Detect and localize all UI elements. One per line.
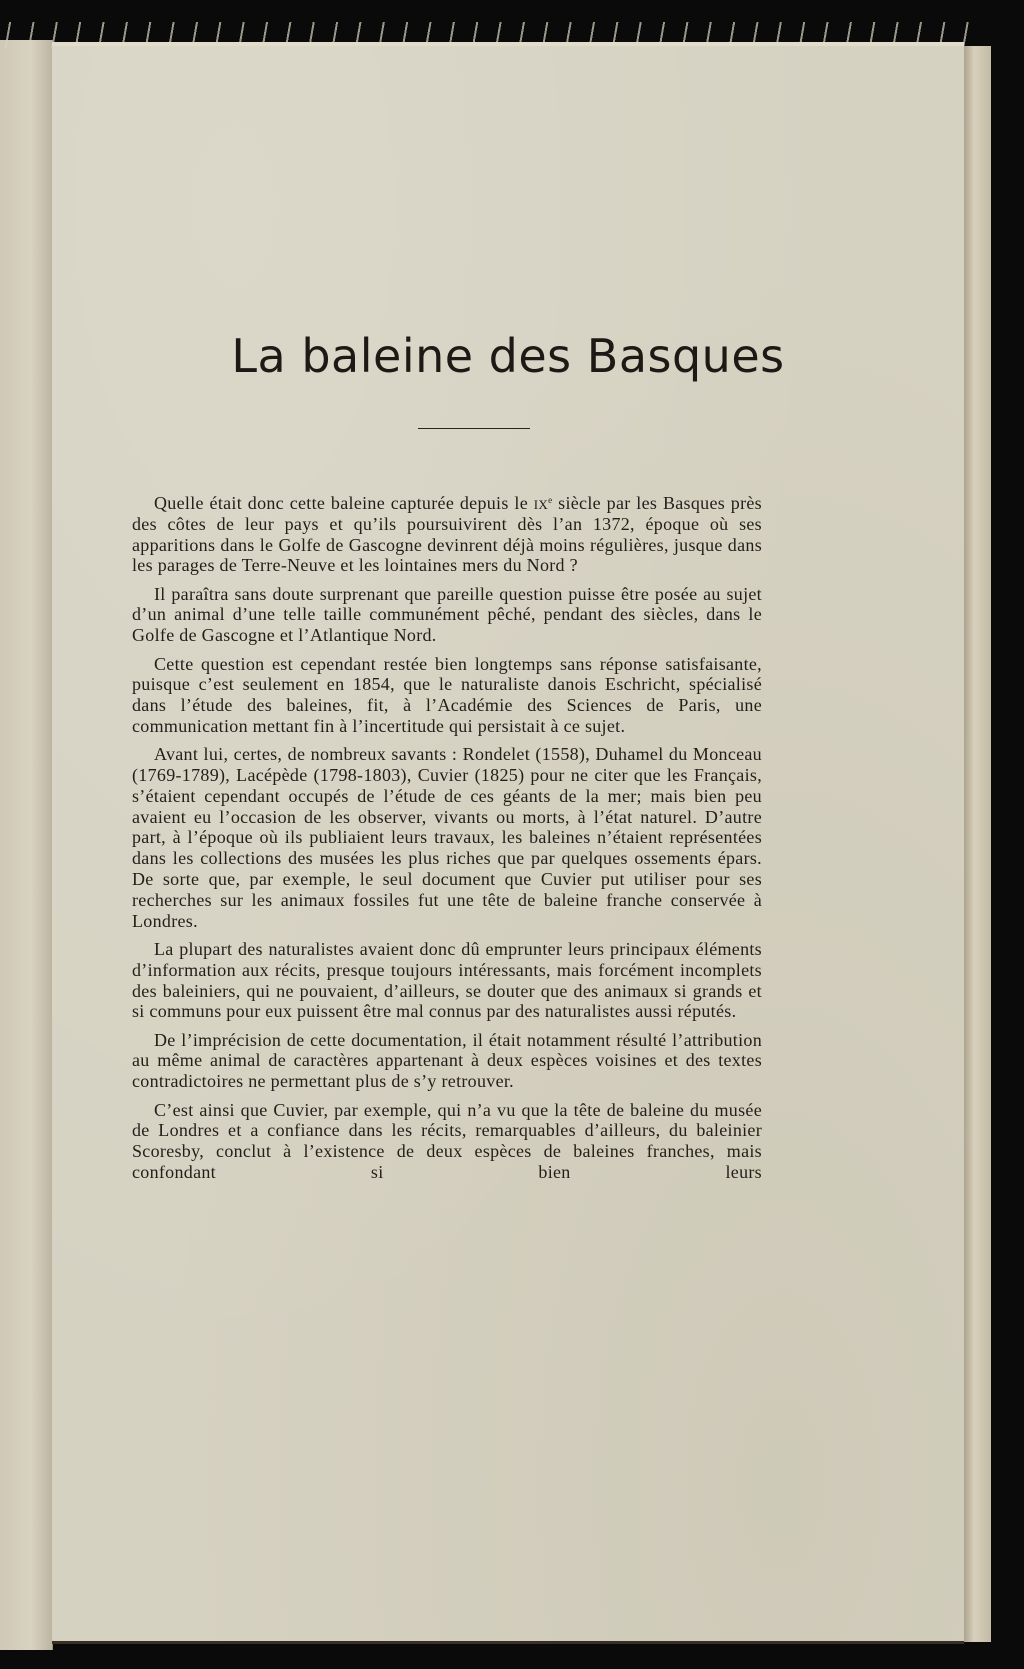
century-numeral: ix: [533, 493, 549, 513]
paragraph-1-start: Quelle était donc cette baleine capturée depuis le: [154, 493, 534, 513]
paragraph-6: De l’imprécision de cette documentation, il était notamment résulté l’attribution au même animal de caractères appartenant à deux espèces voisines et des textes contradictoires ne permettant plus de s’y retrouver.: [132, 1029, 762, 1092]
century-superscript: e: [548, 495, 553, 505]
paragraph-3: Cette question est cependant restée bien longtemps sans réponse satisfaisante, puisque c’est seulement en 1854, que le naturaliste danois Eschricht, spécialisé dans l’étude des baleines, fit, à l’Académie des Sciences de Paris, une communication mettant fin à l’incertitude qui persistait à ce sujet.: [132, 653, 762, 736]
facing-page-edge: [0, 40, 53, 1650]
page-stack-edge: [962, 46, 991, 1642]
paragraph-2: Il paraîtra sans doute surprenant que pareille question puisse être posée au sujet d’un animal d’une telle taille communément pêché, pendant des siècles, dans le Golfe de Gascogne et l’Atlantique Nord.: [132, 583, 762, 646]
paragraph-1-end: siècle par les Basques près des côtes de leur pays et qu’ils poursuivirent dès l’an 1372, époque où ses apparitions dans le Golfe de Gascogne devinrent déjà moins régulières, jusque dans les parages de Terre-Neuve et les lointaines mers du Nord ?: [132, 493, 762, 576]
article-body: [132, 490, 762, 1190]
article-title: La baleine des Basques: [231, 329, 785, 383]
paragraph-7: C’est ainsi que Cuvier, par exemple, qui n’a vu que la tête de baleine du musée de Londres et a confiance dans les récits, remarquables d’ailleurs, du baleinier Scoresby, conclut à l’existence de deux espèces de baleines franches, mais confondant si bien leurs: [132, 1099, 762, 1182]
book-page: [52, 42, 964, 1644]
paragraph-1: [132, 490, 762, 576]
paragraph-4: Avant lui, certes, de nombreux savants : Rondelet (1558), Duhamel du Monceau (1769-1789), Lacépède (1798-1803), Cuvier (1825) pour ne citer que les Français, s’étaient cependant occupés de l’étude de ces géants de la mer; mais bien peu avaient eu l’occasion de les observer, vivants ou morts, à l’état naturel. D’autre part, à l’époque où ils publiaient leurs travaux, les baleines n’étaient représentées dans les collections des musées les plus riches que par quelques ossements épars. De sorte que, par exemple, le seul document que Cuvier put utiliser pour ses recherches sur les animaux fossiles fut une tête de baleine franche conservée à Londres.: [132, 744, 762, 931]
title-rule: [418, 428, 530, 429]
paragraph-5: La plupart des naturalistes avaient donc dû emprunter leurs principaux éléments d’information aux récits, presque toujours intéressants, mais forcément incomplets des baleiniers, qui ne pouvaient, d’ailleurs, se douter que des animaux si grands et si communs pour eux puissent être mal connus par des naturalistes aussi réputés.: [132, 938, 762, 1022]
